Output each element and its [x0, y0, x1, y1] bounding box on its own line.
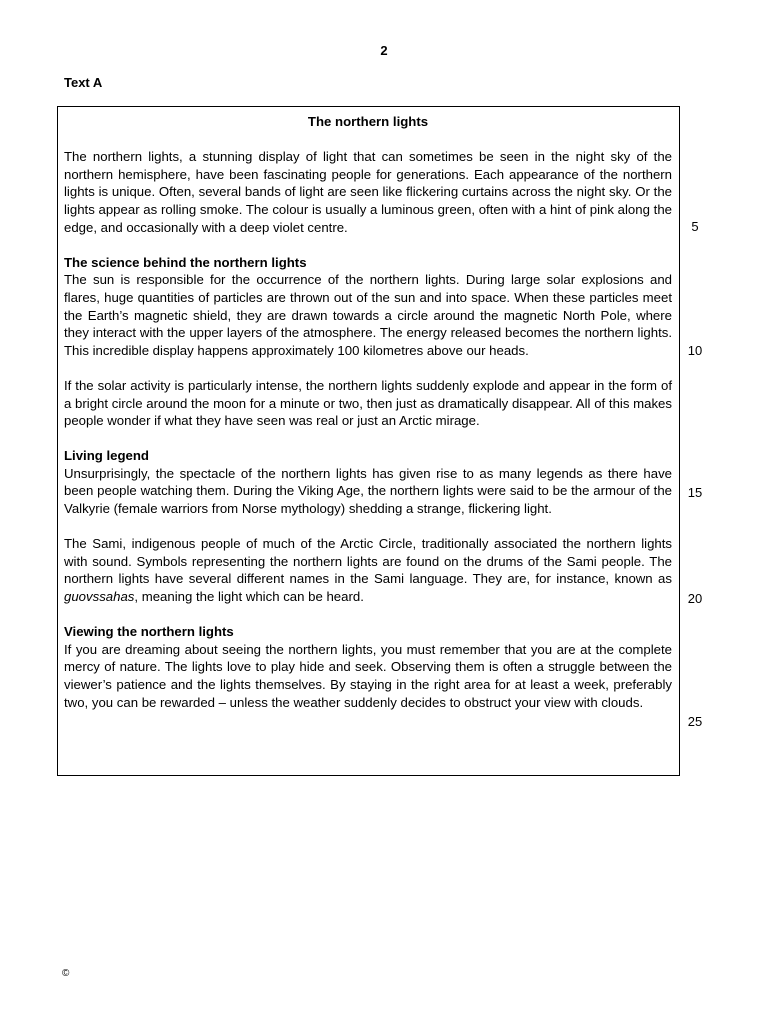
paragraph-science-1: The sun is responsible for the occurrence of the northern lights. During large solar explosions and flares, huge quantities of particles are thrown out of the sun and into space. When these particles meet the Earth’s magnetic shield, they are drawn towards a circle around the magnetic North Pole, where they interact with the upper layers of the atmosphere. The energy released becomes the northern lights. This incredible display happens approximately 100 kilometres above our heads. [64, 272, 672, 358]
sami-term: guovssahas [64, 589, 135, 605]
copyright-mark: © [62, 968, 70, 979]
paragraph-legend-1: Unsurprisingly, the spectacle of the northern lights has given rise to as many legends as there have been people watching them. During the Viking Age, the northern lights were said to be the armour of the Valkyrie (female warriors from Norse mythology) shedding a strange, flickering light. [64, 465, 672, 517]
sami-text-after: , meaning the light which can be heard. [134, 589, 364, 605]
line-number-20: 20 [687, 591, 703, 606]
sami-text-before: The Sami, indigenous people of much of the Arctic Circle, traditionally associated the northern lights with sound. Symbols representing the northern lights are found on the drums of the Sami people. The northern lights have several different names in the Sami language. They are, for instance, known as [64, 536, 672, 587]
page-number: 2 [380, 43, 388, 58]
section-heading-viewing: Viewing the northern lights [64, 624, 234, 640]
line-number-10: 10 [687, 343, 703, 358]
line-number-15: 15 [687, 485, 703, 500]
section-heading-legend: Living legend [64, 448, 149, 464]
section-heading-science: The science behind the northern lights [64, 254, 307, 270]
line-number-5: 5 [691, 219, 699, 234]
article-box [57, 106, 680, 776]
paragraph-viewing-1: If you are dreaming about seeing the northern lights, you must remember that you are at the complete mercy of nature. The lights love to play hide and seek. Observing them is often a struggle between the viewer’s patience and the lights themselves. By staying in the right area for at least a week, preferably two, you can be rewarded – unless the weather suddenly decides to obstruct your view with clouds. [64, 641, 672, 710]
paragraph-legend-sami [64, 535, 672, 605]
intro-paragraph: The northern lights, a stunning display of light that can sometimes be seen in the night sky of the northern hemisphere, have been fascinating people for generations. Each appearance of the northern lights is unique. Often, several bands of light are seen like flickering curtains across the night sky. Or the lights appear as rolling smoke. The colour is usually a luminous green, often with a hint of pink along the edge, and occasionally with a deep violet centre. [64, 149, 672, 235]
line-number-25: 25 [687, 714, 703, 729]
paragraph-science-2: If the solar activity is particularly intense, the northern lights suddenly explode and appear in the form of a bright circle around the moon for a minute or two, then just as dramatically disappear. All of this makes people wonder if what they have seen was real or just an Arctic mirage. [64, 377, 672, 429]
article-title: The northern lights [307, 114, 429, 129]
section-label: Text A [64, 75, 103, 90]
